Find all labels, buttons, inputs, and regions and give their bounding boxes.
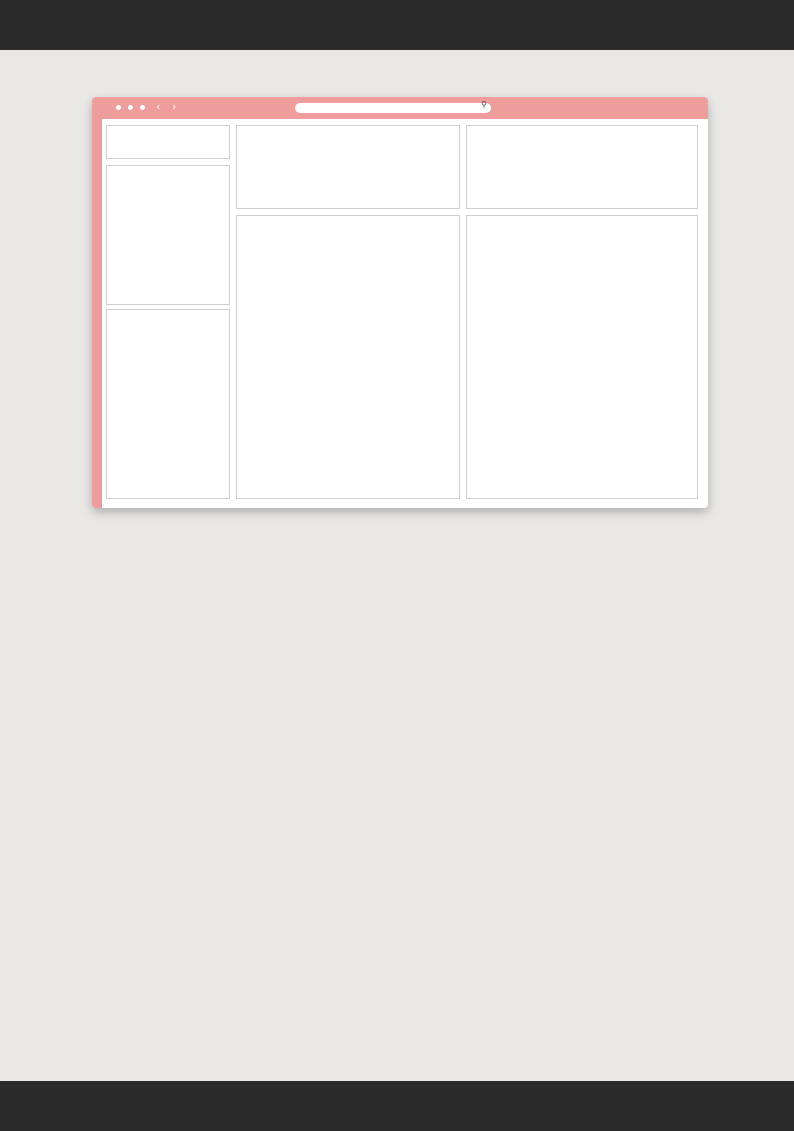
revenue-chart-panel: [236, 125, 460, 209]
expense-chart-panel: [466, 125, 698, 209]
browser-side-frame: [92, 119, 102, 508]
spreadsheet: [102, 119, 708, 508]
browser-toolbar: [92, 97, 708, 119]
notes-panel: [106, 309, 230, 499]
expense-breakdown-chart: [467, 126, 697, 208]
expenses-panel: [466, 215, 698, 499]
chevron-right-icon[interactable]: ›: [172, 100, 177, 113]
address-bar[interactable]: [295, 100, 491, 113]
browser-window: [92, 97, 708, 508]
revenue-panel: [236, 215, 460, 499]
month-header: [106, 125, 230, 159]
revenue-expenses-chart: [237, 126, 459, 208]
window-dot: [128, 105, 133, 110]
bottom-banner: [0, 1081, 794, 1131]
window-dot: [116, 105, 121, 110]
summary-panel: [106, 165, 230, 305]
top-banner: [0, 0, 794, 50]
window-dot: [140, 105, 145, 110]
chevron-left-icon[interactable]: ‹: [156, 100, 161, 113]
search-icon[interactable]: ⚲: [481, 100, 487, 109]
